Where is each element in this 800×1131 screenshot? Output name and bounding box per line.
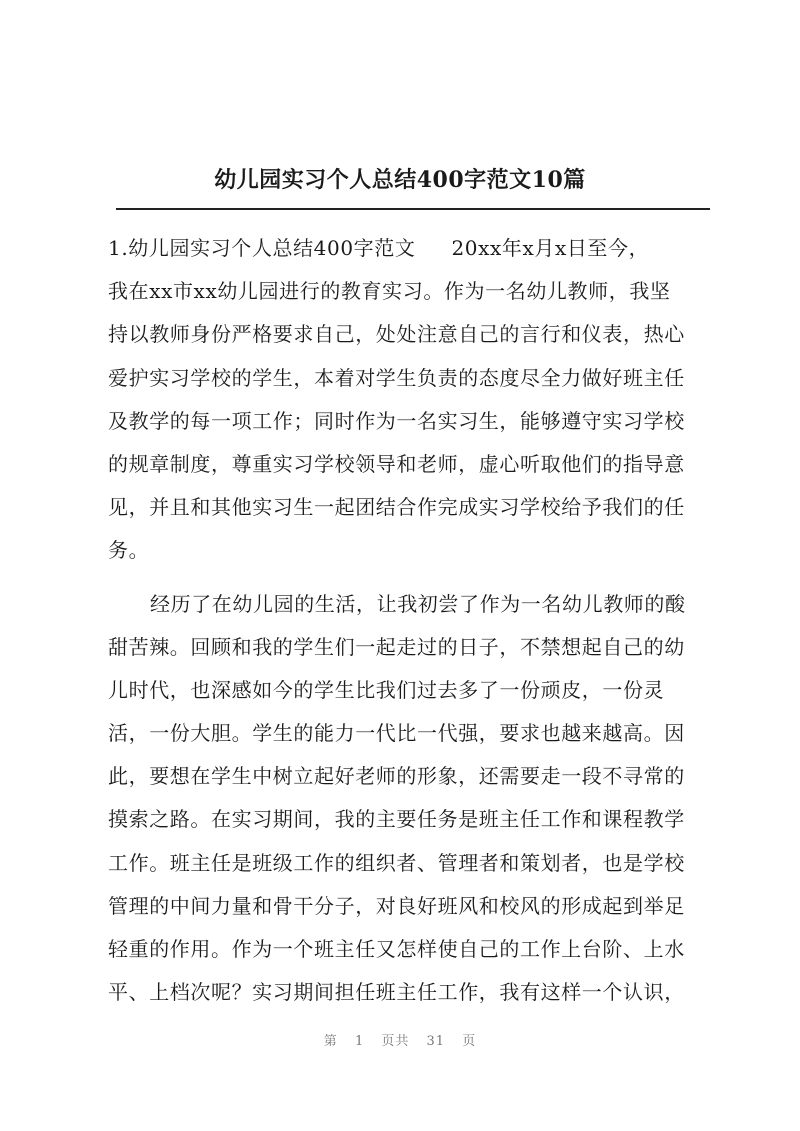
text-line: 持以教师身份严格要求自己，处处注意自己的言行和仪表，热心 (108, 322, 685, 347)
text-line: 经历了在幼儿园的生活，让我初尝了作为一名幼儿教师的酸 (150, 591, 686, 616)
footer-page-number: 1 (354, 1034, 365, 1049)
text-line: 此，要想在学生中树立起好老师的形象，还需要走一段不寻常的 (108, 764, 685, 789)
text-line: 儿时代，也深感如今的学生比我们过去多了一份顽皮，一份灵 (108, 677, 665, 702)
footer-middle: 页共 (381, 1034, 410, 1049)
text-line: 及教学的每一项工作；同时作为一名实习生，能够遵守实习学校 (108, 408, 685, 433)
section-heading-line (108, 227, 708, 270)
text-line: 平、上档次呢？实习期间担任班主任工作，我有这样一个认识， (108, 980, 685, 1005)
text-line: 务。 (108, 538, 150, 563)
text-line: 见，并且和其他实习生一起团结合作完成实习学校给予我们的任 (108, 495, 685, 520)
text-line: 轻重的作用。作为一个班主任又怎样使自己的工作上台阶、上水 (108, 937, 685, 961)
page-title: 幼儿园实习个人总结400字范文10篇 (214, 167, 586, 193)
paragraph-2 (108, 583, 708, 1015)
text-line: 的规章制度，尊重实习学校领导和老师，虚心听取他们的指导意 (108, 451, 685, 476)
document-body (108, 227, 708, 1014)
section-heading: 1.幼儿园实习个人总结400字范文 (108, 236, 416, 260)
text-line: 工作。班主任是班级工作的组织者、管理者和策划者，也是学校 (108, 850, 685, 875)
title-divider (116, 208, 710, 210)
paragraph-1 (108, 270, 708, 572)
footer-suffix: 页 (462, 1034, 477, 1049)
text-line: 活，一份大胆。学生的能力一代比一代强，要求也越来越高。因 (108, 721, 685, 746)
section-heading-tail: 20xx年x月x日至今， (451, 236, 650, 260)
text-line: 爱护实习学校的学生，本着对学生负责的态度尽全力做好班主任 (108, 365, 685, 390)
text-line: 我在xx市xx幼儿园进行的教育实习。作为一名幼儿教师，我坚 (108, 279, 671, 304)
footer-total-pages: 31 (426, 1034, 446, 1049)
footer-prefix: 第 (323, 1034, 338, 1049)
text-line: 摸索之路。在实习期间，我的主要任务是班主任工作和课程教学 (108, 807, 685, 832)
page-footer (0, 1030, 800, 1049)
text-line: 管理的中间力量和骨干分子，对良好班风和校风的形成起到举足 (108, 893, 685, 918)
text-line: 甜苦辣。回顾和我的学生们一起走过的日子，不禁想起自己的幼 (108, 634, 685, 659)
